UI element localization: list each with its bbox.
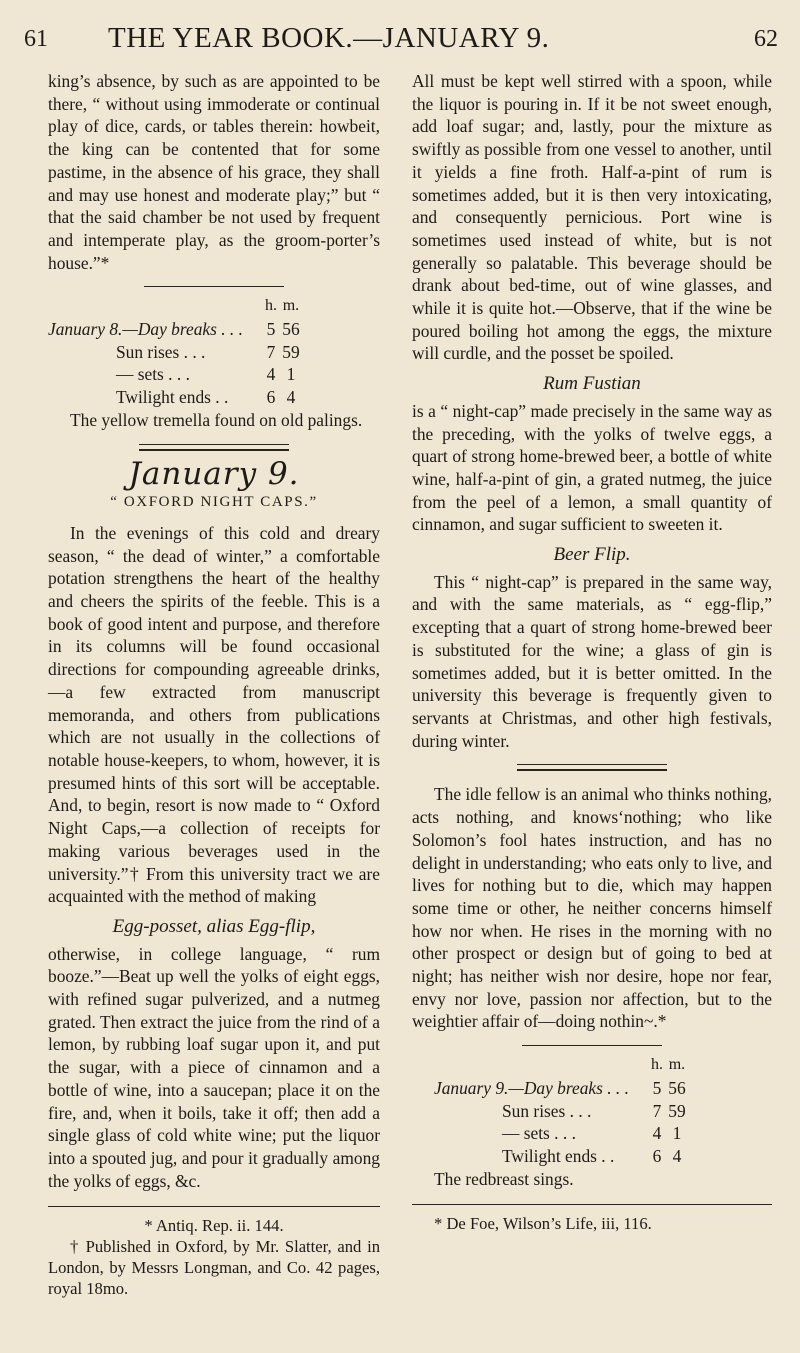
- almanac-row: [48, 363, 301, 386]
- almanac-hour: 6: [652, 1145, 662, 1166]
- almanac-minute: 1: [672, 1123, 682, 1144]
- paragraph-beer-flip: This “ night-cap” is prepared in the same way, and with the same materials, as “ egg-flip,” excepting that a quart of strong home-brewed beer is substituted for the wine; a glass of gin is sometimes added, but it is better omitted. In the university this beverage is frequently given to servants at Christmas, and other high festivals, during winter.: [412, 571, 772, 751]
- paragraph-kings-absence: king’s absence, by such as are appointed to be there, “ without using immoderate or continual play of dice, cards, or tables therein: howbeit, the king can be contented that for some pastime, in the absence of his grace, they shall and may use honest and moderate play;” but “ that the said chamber be not used by frequent and intemperate play, as the groom-porter’s house.”*: [48, 71, 380, 273]
- paragraph-stirring: All must be kept well stirred with a spoon, while the liquor is pouring in. If it be not sweet enough, add loaf sugar; and, lastly, pour the mixture as swiftly as possible from one vessel to another, until it yields a fine froth. Half-a-pint of rum is sometimes added, but it is then very intoxicating, and consequently pernicious. Port wine is sometimes used instead of white, but is not generally so palatable. This beverage should be drank about bed-time, out of wine glasses, and while it is quite hot.—Observe, that if the wine be poured boiling hot among the eggs, the mixture will curdle, and the posset be spoiled.: [412, 71, 772, 364]
- recipe-title-beer-flip: Beer Flip.: [553, 544, 631, 566]
- almanac-label: January 8.—Day breaks . . .: [48, 319, 243, 340]
- almanac-minute: 4: [672, 1145, 682, 1166]
- minutes-header: m.: [668, 1056, 686, 1074]
- double-divider: [139, 444, 289, 451]
- double-divider: [517, 764, 667, 771]
- almanac-hour: 6: [266, 387, 276, 408]
- paragraph-oxford-night-caps: In the evenings of this cold and dreary season, “ the dead of winter,” a comfortable potation strengthens the heart of the healthy and cheers the spirits of the feeble. This is a book of good intent and purpose, and therefore in its columns will be found occasional directions for compounding agreeable drinks,—a few extracted from manuscript memoranda, and others from publications which are not usually in the collections of notable house-keepers, to whom, however, it is presumed hints of this sort will be acceptable. And, to begin, resort is now made to “ Oxford Night Caps,—a collection of receipts for making various beverages used in the university.”† From this university tract we are acquainted with the method of making: [48, 522, 380, 907]
- almanac-minute: 1: [286, 364, 296, 385]
- minutes-header: m.: [282, 297, 300, 315]
- almanac-minute: 59: [282, 341, 300, 362]
- almanac-hour: 4: [266, 364, 276, 385]
- almanac-label: Twilight ends . .: [116, 387, 229, 408]
- paragraph-idle-fellow: The idle fellow is an animal who thinks nothing, acts nothing, and knows‘nothing; who like Solomon’s fool hates instruction, and has no delight in understanding; who eats only to live, and lives for nothing but to die, which may happen some time or other, he neither concerns himself how nor when. He rises in the morning with no other prospect or design but of going to bed at night; has neither wish nor desire, hope nor fear, envy nor love, passion nor affection, but to the weightier affair of—doing nothin~.*: [412, 784, 772, 1032]
- hours-header: h.: [650, 1056, 663, 1074]
- almanac-hour: 7: [266, 341, 276, 362]
- almanac-label: Sun rises . . .: [502, 1100, 592, 1121]
- almanac-label: Sun rises . . .: [116, 341, 206, 362]
- page-number-right: 62: [754, 26, 778, 52]
- almanac-hour: 7: [652, 1100, 662, 1121]
- almanac-row: [434, 1145, 687, 1168]
- almanac-label: — sets . . .: [116, 364, 190, 385]
- paragraph-egg-posset: otherwise, in college language, “ rum booze.”—Beat up well the yolks of eight eggs, with refined sugar pulverized, and a nutmeg grated. Then extract the juice from the rind of a lemon, by rubbing loaf sugar upon it, and put the sugar, with a piece of cinnamon and a bottle of wine, into a saucepan; place it on the fire, and, when it boils, take it off; then add a single glass of cold white wine; put the liquor into a spouted jug, and pour it gradually among the yolks of eggs, &c.: [48, 943, 380, 1191]
- page-number-left: 61: [24, 26, 48, 52]
- recipe-title-rum-fustian: Rum Fustian: [543, 373, 641, 395]
- right-column: [412, 70, 772, 1234]
- almanac-table-jan-9: [434, 1054, 687, 1168]
- hours-header: h.: [264, 297, 277, 315]
- divider: [522, 1045, 662, 1046]
- footnote: † Published in Oxford, by Mr. Slatter, and in London, by Messrs Longman, and Co. 42 pages, royal 18mo.: [48, 1237, 380, 1299]
- almanac-minute: 56: [282, 319, 300, 340]
- paragraph-rum-fustian: is a “ night-cap” made precisely in the same way as the preceding, with the yolks of twelve eggs, a quart of strong home-brewed beer, a bottle of white wine, half-a-pint of gin, a grated nutmeg, the juice from the peel of a lemon, a small quantity of cinnamon, and sugar sufficient to sweeten it.: [412, 400, 772, 535]
- almanac-minute: 4: [286, 387, 296, 408]
- footnote-divider: [412, 1204, 772, 1205]
- running-title: THE YEAR BOOK.—JANUARY 9.: [108, 22, 550, 54]
- footnote: * Antiq. Rep. ii. 144.: [144, 1216, 284, 1236]
- almanac-hour: 4: [652, 1123, 662, 1144]
- almanac-hour: 5: [266, 319, 276, 340]
- almanac-table-jan-8: [48, 295, 301, 409]
- almanac-label: January 9.—Day breaks . . .: [434, 1077, 629, 1098]
- section-subhead: “ OXFORD NIGHT CAPS.”: [110, 494, 318, 511]
- almanac-row: [48, 318, 301, 341]
- almanac-row: [48, 341, 301, 364]
- almanac-row: [434, 1100, 687, 1123]
- almanac-label: — sets . . .: [502, 1123, 576, 1144]
- nature-note: The yellow tremella found on old palings.: [70, 409, 363, 430]
- almanac-label: Twilight ends . .: [502, 1145, 615, 1166]
- almanac-row: [434, 1122, 687, 1145]
- day-heading: January 9.: [128, 455, 300, 492]
- left-column: [48, 70, 380, 1299]
- almanac-minute: 59: [668, 1100, 686, 1121]
- footnote-divider: [48, 1206, 380, 1207]
- footnote: * De Foe, Wilson’s Life, iii, 116.: [434, 1214, 652, 1234]
- divider: [144, 286, 284, 287]
- almanac-row: [48, 386, 301, 409]
- almanac-minute: 56: [668, 1077, 686, 1098]
- recipe-title-egg-posset: Egg-posset, alias Egg-flip,: [112, 915, 316, 937]
- running-header: [0, 22, 800, 62]
- nature-note: The redbreast sings.: [434, 1168, 574, 1189]
- almanac-hour: 5: [652, 1077, 662, 1098]
- almanac-row: [434, 1077, 687, 1100]
